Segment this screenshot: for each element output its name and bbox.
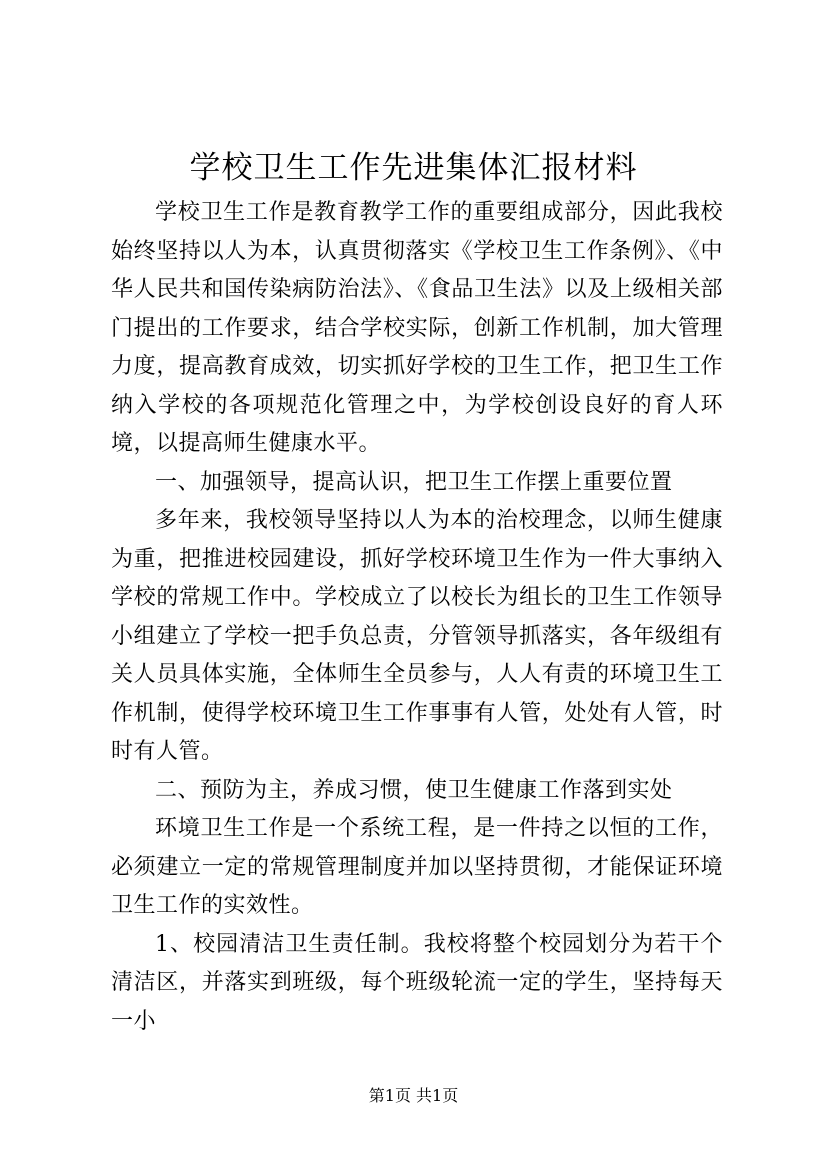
document-title: 学校卫生工作先进集体汇报材料	[189, 150, 638, 186]
section-heading-2: 二、预防为主，养成习惯，使卫生健康工作落到实处	[155, 777, 673, 803]
document-body	[111, 194, 723, 1041]
paragraph-responsibility: 1、校园清洁卫生责任制。我校将整个校园划分为若干个清洁区，并落实到班级，每个班级轮流一定的学生，坚持每天一小	[111, 931, 723, 1034]
paragraph-intro: 学校卫生工作是教育教学工作的重要组成部分，因此我校始终坚持以人为本，认真贯彻落实《学校卫生工作条例》、《中华人民共和国传染病防治法》、《食品卫生法》以及上级相关部门提出的工作要求，结合学校实际，创新工作机制，加大管理力度，提高教育成效，切实抓好学校的卫生工作，把卫生工作纳入学校的各项规范化管理之中，为学校创设良好的育人环境，以提高师生健康水平。	[111, 200, 723, 456]
section-heading-1: 一、加强领导，提高认识，把卫生工作摆上重要位置	[155, 469, 673, 495]
paragraph-leadership: 多年来，我校领导坚持以人为本的治校理念，以师生健康为重，把推进校园建设，抓好学校环境卫生作为一件大事纳入学校的常规工作中。学校成立了以校长为组长的卫生工作领导小组建立了学校一把手负总责，分管领导抓落实，各年级组有关人员具体实施，全体师生全员参与，人人有责的环境卫生工作机制，使得学校环境卫生工作事事有人管，处处有人管，时时有人管。	[111, 508, 723, 764]
paragraph-system: 环境卫生工作是一个系统工程，是一件持之以恒的工作，必须建立一定的常规管理制度并加以坚持贯彻，才能保证环境卫生工作的实效性。	[111, 816, 723, 918]
page-footer: 第1页 共1页	[368, 1086, 459, 1105]
